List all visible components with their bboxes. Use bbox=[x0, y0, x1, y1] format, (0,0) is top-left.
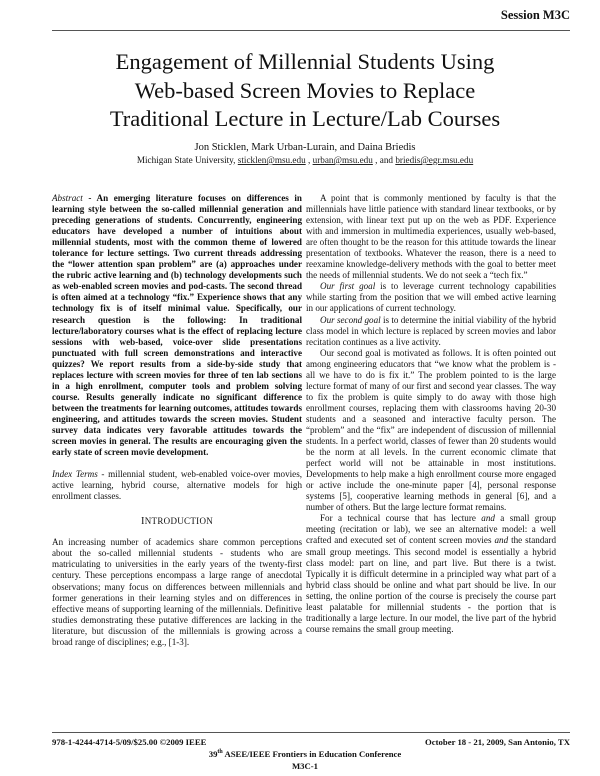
right-column bbox=[306, 193, 556, 635]
conference-number: 39 bbox=[208, 749, 218, 759]
right-paragraph-3 bbox=[306, 315, 556, 348]
right-paragraph-2 bbox=[306, 281, 556, 314]
title-line-2: Web-based Screen Movies to Replace bbox=[134, 77, 476, 103]
p5-part-a: For a technical course that has lecture bbox=[320, 513, 482, 524]
p5-emphasis-2: and bbox=[494, 535, 509, 546]
email-link-sticklen[interactable]: sticklen@msu.edu bbox=[237, 155, 306, 165]
university-name: Michigan State University, bbox=[136, 155, 236, 165]
abstract-text: - An emerging literature focuses on differences in learning style between the so-called millennial generation and preceding generations of students. Concurrently, engineering educators have developed a number of intuitions about millennial students, most with the common theme of lowered tolerance for lecture settings. Two current threads addressing the “lower attention span problem” are (a) approaches under the rubric active learning and (b) technology developments such as web-enabled screen movies and pod-casts. The second thread is often aimed at a technology “fix.” Experience shows that any technology fix is of itself minimal value. Specifically, our research question is the following: In traditional lecture/laboratory courses what is the effect of replacing lecture sessions with web-based, voice-over slide presentations punctuated with full screen demonstrations and interactive quizzes? We report results from a side-by-side study that replaces lecture with screen movies for three of ten lab sections in a high enrollment, computer tools and problem solving course. Results generally indicate no significant difference between the treatments for learning outcomes, attitudes towards engineering, and attitudes towards the screen movies. Student survey data indicates very favorable attitudes towards the screen movies in general. The results are encouraging given the early state of screen movie development. bbox=[52, 193, 302, 458]
abstract bbox=[52, 193, 302, 458]
p5-emphasis-1: and bbox=[481, 513, 495, 524]
index-terms bbox=[52, 469, 302, 502]
left-column bbox=[52, 193, 302, 648]
first-goal-label: Our first goal bbox=[320, 281, 376, 292]
conference-name: ASEE/IEEE Frontiers in Education Conference bbox=[222, 749, 402, 759]
title-line-3: Traditional Lecture in Lecture/Lab Courses bbox=[109, 106, 501, 131]
paper-title bbox=[40, 48, 570, 134]
affiliation: Michigan State University, sticklen@msu.edu , urban@msu.edu , and briedis@egr.msu.edu bbox=[136, 155, 474, 165]
conference-ordinal: th bbox=[217, 749, 223, 756]
right-paragraph-4: Our second goal is motivated as follows. It is often pointed out among engineering educators that “we know what the problem is - all we have to do is fix it.” The problem pointed to is the large lecture format of many of our first and second year classes. The way to fix the problem is quite simply to do away with those high enrollment courses, replacing them with classrooms having 20-30 students and a seasoned and interactive faculty person. The “problem” and the “fix” are independent of discussion of millennial students. In a perfect world, classes of fewer than 20 students would be the norm at all levels. In the current economic climate that perfect world will not be attainable in most institutions. Developments to help make a high enrollment course more engaged or active include the one-minute paper [4], personal response systems [5], cooperative learning methods in general [6], and a number of others. But the large lecture format remains. bbox=[306, 347, 556, 513]
header-rule bbox=[52, 30, 570, 31]
footer-conference bbox=[40, 749, 570, 759]
email-link-urban[interactable]: urban@msu.edu bbox=[312, 155, 373, 165]
second-goal-label: Our second goal bbox=[320, 314, 381, 325]
abstract-label: Abstract bbox=[52, 193, 83, 203]
p5-part-c: the standard small group meetings. This second model is essentially a hybrid class model: part on line, and part live. But there is a twist. Typically it is difficult determine in a principled way what part of a hybrid class should be online and what part should be live. In our setting, the online portion of the course is precisely the course part least palatable for millennial students - the portion that is traditionally a large lecture. In our model, the live part of the hybrid course remains the small group meeting. bbox=[306, 535, 556, 634]
second-goal-text: is to determine the initial viability of the hybrid class model in which lecture is replaced by screen movies and labor recitation continues as a live activity. bbox=[306, 314, 556, 347]
footer-dates: October 18 - 21, 2009, San Antonio, TX bbox=[425, 737, 570, 747]
p5-part-b: a small group meeting (recitation or lab), we see an alternative model: a well crafted and executed set of content screen movies bbox=[306, 513, 556, 546]
index-terms-label: Index Terms bbox=[52, 469, 98, 480]
intro-paragraph-1: An increasing number of academics share common perceptions about the so-called millennial students - students who are matriculating to universities in the early years of the twenty-first century. These perceptions encompass a large range of anecdotal observations; many focus on differences between millennials and former generations in their learning styles and on differences in effective means of supporting learning of the millennials. Definitive studies demonstrating these putative differences are lacking in the literature, but discussion of the millennials is growing across a broad range of disciplines; e.g., [1-3]. bbox=[52, 537, 302, 647]
right-paragraph-1: A point that is commonly mentioned by faculty is that the millennials have little patience with standard linear textbooks, or by extension, with linear text put up on the web as PDF. Experience with and immersion in multimedia experiences, usually web-based, are often thought to be the reason for this attitude towards the linear presentation of textbooks. Whatever the reason, there is a need to reexamine knowledge-delivery methods with the goal to better meet the needs of millennial students. We do not seek a “tech fix.” bbox=[306, 193, 556, 281]
first-goal-text: is to leverage current technology capabilities while starting from the position that we will embed active learning in our applications of current technology. bbox=[306, 281, 556, 314]
title-line-1: Engagement of Millennial Students Using bbox=[115, 49, 495, 74]
index-terms-text: - millennial student, web-enabled voice-over movies, active learning, hybrid course, alternative models for high enrollment classes. bbox=[52, 469, 303, 502]
session-label: Session M3C bbox=[500, 8, 570, 22]
author-list: Jon Sticklen, Mark Urban-Lurain, and Daina Briedis bbox=[194, 142, 416, 153]
page-number: M3C-1 bbox=[291, 761, 319, 771]
footer-rule bbox=[52, 732, 570, 733]
heading-rest: NTRODUCTION bbox=[144, 516, 214, 527]
section-heading-introduction bbox=[52, 516, 302, 527]
email-link-briedis[interactable]: briedis@egr.msu.edu bbox=[395, 155, 474, 165]
footer-isbn: 978-1-4244-4714-5/09/$25.00 ©2009 IEEE bbox=[52, 737, 207, 747]
right-paragraph-5 bbox=[306, 513, 556, 635]
heading-initial: I bbox=[140, 516, 145, 528]
